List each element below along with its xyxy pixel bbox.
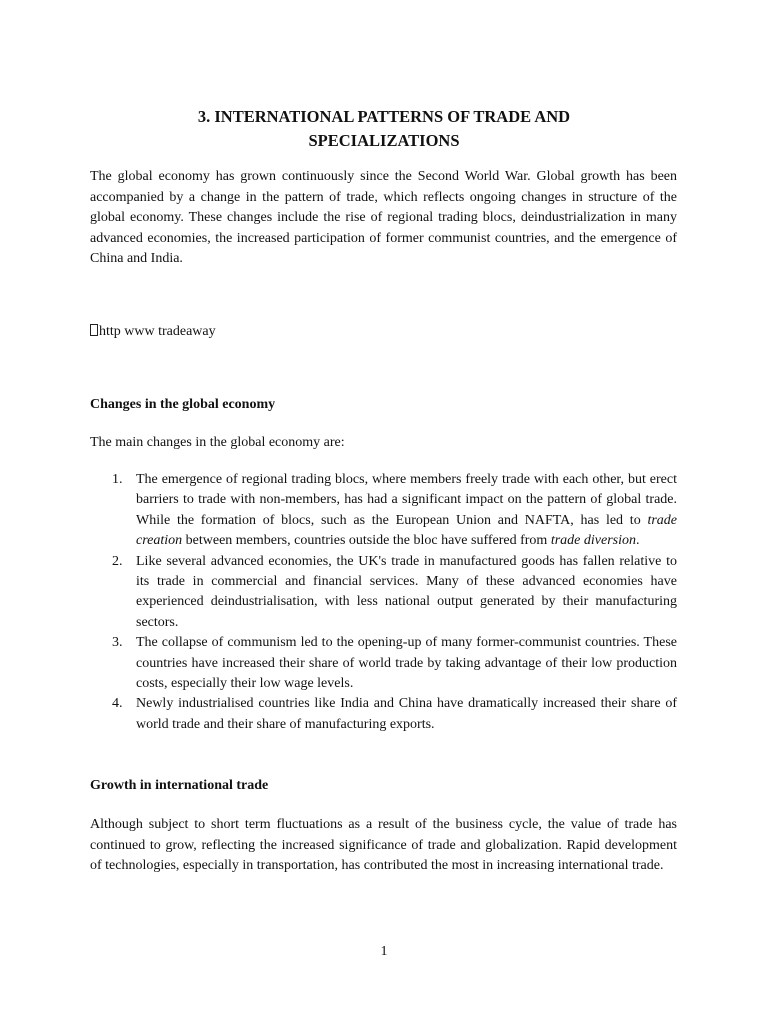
page-number: 1	[380, 944, 388, 959]
list-number: 4.	[112, 696, 123, 712]
section-heading-changes: Changes in the global economy	[90, 397, 276, 412]
list-text: The collapse of communism led to the opening-up of many former-communist countries. These countries have increased their share of world trade by taking advantage of their low production costs, especially their low wage levels.	[136, 635, 677, 692]
list-text: The emergence of regional trading blocs, where members freely trade with each other, but erect barriers to trade with non-members, has had a significant impact on the pattern of global trade. While the formation of blocs, such as the European Union and NAFTA, has led to	[136, 472, 677, 528]
list-text: Like several advanced economies, the UK's trade in manufactured goods has fallen relative to its trade in commercial and financial services. Many of these advanced economies have experienced deindustrialisation, with less national output generated by their manufacturing sectors.	[136, 553, 677, 630]
link-text: http www tradeaway	[99, 324, 216, 339]
list-item	[90, 633, 677, 694]
list-item	[90, 552, 677, 634]
section-lead: The main changes in the global economy are:	[90, 435, 345, 450]
list-item	[90, 694, 677, 735]
title-line-1: 3. INTERNATIONAL PATTERNS OF TRADE AND	[197, 107, 571, 126]
link-line	[90, 322, 216, 342]
missing-glyph-icon	[90, 324, 98, 336]
list-number: 1.	[112, 472, 123, 487]
growth-paragraph: Although subject to short term fluctuations as a result of the business cycle, the value of trade has continued to grow, reflecting the increased significance of trade and globalization. Rapid development of technologies, especially in transportation, has contributed the most in increasing international trade.	[90, 817, 677, 874]
list-italic: trade diversion	[550, 533, 636, 549]
list-number: 3.	[112, 635, 123, 651]
section-heading-growth: Growth in international trade	[90, 778, 269, 793]
changes-list	[90, 470, 677, 735]
page-title	[90, 105, 678, 153]
list-number: 2.	[112, 553, 123, 569]
list-text: .	[635, 533, 640, 549]
intro-paragraph: The global economy has grown continuously since the Second World War. Global growth has been accompanied by a change in the pattern of trade, which reflects ongoing changes in structure of the global economy. These changes include the rise of regional trading blocs, deindustrialization in many advanced economies, the increased participation of former communist countries, and the emergence of China and India.	[90, 169, 677, 267]
list-text: Newly industrialised countries like India and China have dramatically increased their share of world trade and their share of manufacturing exports.	[136, 696, 677, 732]
list-text: between members, countries outside the bloc have suffered from	[182, 533, 551, 549]
list-item	[90, 470, 677, 552]
list-italic: trade creation	[136, 512, 677, 549]
title-line-2: SPECIALIZATIONS	[308, 131, 460, 150]
